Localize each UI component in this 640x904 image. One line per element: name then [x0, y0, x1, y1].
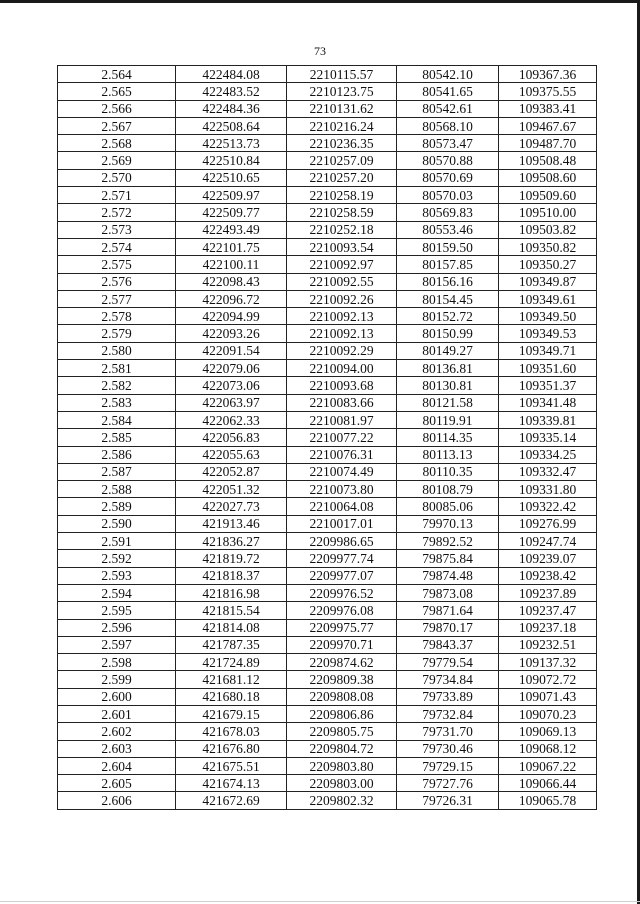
x-coordinate-cell: 421679.15 [176, 705, 287, 722]
local-x-cell: 80570.88 [397, 152, 499, 169]
x-coordinate-cell: 422100.11 [176, 256, 287, 273]
x-coordinate-cell: 422055.63 [176, 446, 287, 463]
y-coordinate-cell: 2210092.29 [287, 342, 397, 359]
point-number-cell: 2.601 [58, 705, 176, 722]
point-number-cell: 2.597 [58, 636, 176, 653]
local-y-cell: 109349.50 [499, 308, 597, 325]
y-coordinate-cell: 2209803.00 [287, 775, 397, 792]
table-row [58, 688, 597, 705]
table-row [58, 723, 597, 740]
local-y-cell: 109349.61 [499, 290, 597, 307]
local-y-cell: 109237.18 [499, 619, 597, 636]
x-coordinate-cell: 421815.54 [176, 602, 287, 619]
local-y-cell: 109375.55 [499, 83, 597, 100]
local-y-cell: 109487.70 [499, 135, 597, 152]
table-row [58, 654, 597, 671]
point-number-cell: 2.582 [58, 377, 176, 394]
local-x-cell: 80154.45 [397, 290, 499, 307]
x-coordinate-cell: 422484.36 [176, 100, 287, 117]
x-coordinate-cell: 422063.97 [176, 394, 287, 411]
table-row [58, 602, 597, 619]
x-coordinate-cell: 421724.89 [176, 654, 287, 671]
table-row [58, 705, 597, 722]
local-y-cell: 109367.36 [499, 66, 597, 83]
table-row [58, 515, 597, 532]
table-row [58, 187, 597, 204]
local-x-cell: 80570.69 [397, 169, 499, 186]
local-x-cell: 80573.47 [397, 135, 499, 152]
y-coordinate-cell: 2210258.59 [287, 204, 397, 221]
y-coordinate-cell: 2210076.31 [287, 446, 397, 463]
local-x-cell: 79732.84 [397, 705, 499, 722]
y-coordinate-cell: 2209809.38 [287, 671, 397, 688]
y-coordinate-cell: 2210123.75 [287, 83, 397, 100]
point-number-cell: 2.596 [58, 619, 176, 636]
coordinates-table [57, 65, 597, 810]
local-y-cell: 109247.74 [499, 533, 597, 550]
point-number-cell: 2.567 [58, 117, 176, 134]
point-number-cell: 2.579 [58, 325, 176, 342]
local-x-cell: 80121.58 [397, 394, 499, 411]
table-row [58, 325, 597, 342]
table-row [58, 757, 597, 774]
local-x-cell: 80108.79 [397, 481, 499, 498]
local-y-cell: 109350.82 [499, 238, 597, 255]
y-coordinate-cell: 2210257.09 [287, 152, 397, 169]
point-number-cell: 2.589 [58, 498, 176, 515]
x-coordinate-cell: 422508.64 [176, 117, 287, 134]
local-x-cell: 79727.76 [397, 775, 499, 792]
table-row [58, 775, 597, 792]
x-coordinate-cell: 422027.73 [176, 498, 287, 515]
local-y-cell: 109335.14 [499, 429, 597, 446]
x-coordinate-cell: 421680.18 [176, 688, 287, 705]
local-x-cell: 79731.70 [397, 723, 499, 740]
y-coordinate-cell: 2210092.55 [287, 273, 397, 290]
table-row [58, 152, 597, 169]
local-y-cell: 109069.13 [499, 723, 597, 740]
table-row [58, 481, 597, 498]
point-number-cell: 2.600 [58, 688, 176, 705]
point-number-cell: 2.588 [58, 481, 176, 498]
point-number-cell: 2.590 [58, 515, 176, 532]
y-coordinate-cell: 2209977.07 [287, 567, 397, 584]
x-coordinate-cell: 422513.73 [176, 135, 287, 152]
point-number-cell: 2.564 [58, 66, 176, 83]
point-number-cell: 2.604 [58, 757, 176, 774]
y-coordinate-cell: 2209977.74 [287, 550, 397, 567]
local-y-cell: 109467.67 [499, 117, 597, 134]
x-coordinate-cell: 421913.46 [176, 515, 287, 532]
x-coordinate-cell: 421814.08 [176, 619, 287, 636]
x-coordinate-cell: 421819.72 [176, 550, 287, 567]
table-row [58, 619, 597, 636]
y-coordinate-cell: 2209976.52 [287, 584, 397, 601]
point-number-cell: 2.591 [58, 533, 176, 550]
local-x-cell: 80085.06 [397, 498, 499, 515]
x-coordinate-cell: 422073.06 [176, 377, 287, 394]
local-y-cell: 109137.32 [499, 654, 597, 671]
local-y-cell: 109071.43 [499, 688, 597, 705]
local-y-cell: 109066.44 [499, 775, 597, 792]
point-number-cell: 2.585 [58, 429, 176, 446]
x-coordinate-cell: 422093.26 [176, 325, 287, 342]
y-coordinate-cell: 2210131.62 [287, 100, 397, 117]
local-x-cell: 79892.52 [397, 533, 499, 550]
x-coordinate-cell: 422056.83 [176, 429, 287, 446]
table-row [58, 584, 597, 601]
local-x-cell: 80541.65 [397, 83, 499, 100]
point-number-cell: 2.572 [58, 204, 176, 221]
local-x-cell: 80157.85 [397, 256, 499, 273]
local-x-cell: 79843.37 [397, 636, 499, 653]
point-number-cell: 2.577 [58, 290, 176, 307]
local-x-cell: 79870.17 [397, 619, 499, 636]
local-x-cell: 79730.46 [397, 740, 499, 757]
point-number-cell: 2.583 [58, 394, 176, 411]
local-y-cell: 109510.00 [499, 204, 597, 221]
x-coordinate-cell: 421681.12 [176, 671, 287, 688]
y-coordinate-cell: 2209802.32 [287, 792, 397, 809]
table-row [58, 671, 597, 688]
y-coordinate-cell: 2210092.13 [287, 325, 397, 342]
point-number-cell: 2.603 [58, 740, 176, 757]
x-coordinate-cell: 422509.77 [176, 204, 287, 221]
local-x-cell: 80553.46 [397, 221, 499, 238]
point-number-cell: 2.574 [58, 238, 176, 255]
table-row [58, 66, 597, 83]
x-coordinate-cell: 421787.35 [176, 636, 287, 653]
y-coordinate-cell: 2210081.97 [287, 411, 397, 428]
local-x-cell: 80136.81 [397, 360, 499, 377]
table-row [58, 83, 597, 100]
table-row [58, 429, 597, 446]
y-coordinate-cell: 2210257.20 [287, 169, 397, 186]
page-number: 73 [314, 44, 326, 58]
table-row [58, 377, 597, 394]
x-coordinate-cell: 422484.08 [176, 66, 287, 83]
local-x-cell: 79871.64 [397, 602, 499, 619]
local-y-cell: 109349.87 [499, 273, 597, 290]
local-x-cell: 80119.91 [397, 411, 499, 428]
local-y-cell: 109237.89 [499, 584, 597, 601]
x-coordinate-cell: 421816.98 [176, 584, 287, 601]
table-row [58, 342, 597, 359]
point-number-cell: 2.578 [58, 308, 176, 325]
x-coordinate-cell: 422091.54 [176, 342, 287, 359]
x-coordinate-cell: 422483.52 [176, 83, 287, 100]
point-number-cell: 2.598 [58, 654, 176, 671]
local-x-cell: 79875.84 [397, 550, 499, 567]
point-number-cell: 2.570 [58, 169, 176, 186]
x-coordinate-cell: 421818.37 [176, 567, 287, 584]
table-row [58, 740, 597, 757]
point-number-cell: 2.581 [58, 360, 176, 377]
x-coordinate-cell: 421674.13 [176, 775, 287, 792]
point-number-cell: 2.594 [58, 584, 176, 601]
y-coordinate-cell: 2209975.77 [287, 619, 397, 636]
local-y-cell: 109332.47 [499, 463, 597, 480]
table-row [58, 290, 597, 307]
table-row [58, 550, 597, 567]
point-number-cell: 2.565 [58, 83, 176, 100]
table-row [58, 394, 597, 411]
y-coordinate-cell: 2209976.08 [287, 602, 397, 619]
point-number-cell: 2.580 [58, 342, 176, 359]
point-number-cell: 2.595 [58, 602, 176, 619]
point-number-cell: 2.566 [58, 100, 176, 117]
local-x-cell: 80149.27 [397, 342, 499, 359]
local-x-cell: 80152.72 [397, 308, 499, 325]
local-y-cell: 109509.60 [499, 187, 597, 204]
x-coordinate-cell: 422509.97 [176, 187, 287, 204]
coordinates-table-body [58, 66, 597, 810]
local-y-cell: 109322.42 [499, 498, 597, 515]
x-coordinate-cell: 421836.27 [176, 533, 287, 550]
y-coordinate-cell: 2210092.26 [287, 290, 397, 307]
local-x-cell: 79873.08 [397, 584, 499, 601]
point-number-cell: 2.571 [58, 187, 176, 204]
y-coordinate-cell: 2210073.80 [287, 481, 397, 498]
local-y-cell: 109349.53 [499, 325, 597, 342]
local-x-cell: 80114.35 [397, 429, 499, 446]
local-x-cell: 80542.10 [397, 66, 499, 83]
local-x-cell: 79970.13 [397, 515, 499, 532]
y-coordinate-cell: 2209986.65 [287, 533, 397, 550]
y-coordinate-cell: 2209804.72 [287, 740, 397, 757]
y-coordinate-cell: 2209970.71 [287, 636, 397, 653]
table-row [58, 533, 597, 550]
y-coordinate-cell: 2210258.19 [287, 187, 397, 204]
y-coordinate-cell: 2210074.49 [287, 463, 397, 480]
x-coordinate-cell: 422052.87 [176, 463, 287, 480]
table-row [58, 360, 597, 377]
y-coordinate-cell: 2210064.08 [287, 498, 397, 515]
y-coordinate-cell: 2209803.80 [287, 757, 397, 774]
table-row [58, 463, 597, 480]
table-row [58, 636, 597, 653]
table-row [58, 256, 597, 273]
x-coordinate-cell: 422094.99 [176, 308, 287, 325]
local-x-cell: 80568.10 [397, 117, 499, 134]
local-y-cell: 109238.42 [499, 567, 597, 584]
x-coordinate-cell: 422098.43 [176, 273, 287, 290]
local-y-cell: 109508.60 [499, 169, 597, 186]
table-row [58, 411, 597, 428]
y-coordinate-cell: 2210115.57 [287, 66, 397, 83]
table-row [58, 204, 597, 221]
local-x-cell: 79726.31 [397, 792, 499, 809]
y-coordinate-cell: 2209808.08 [287, 688, 397, 705]
local-y-cell: 109070.23 [499, 705, 597, 722]
y-coordinate-cell: 2210092.13 [287, 308, 397, 325]
point-number-cell: 2.592 [58, 550, 176, 567]
point-number-cell: 2.602 [58, 723, 176, 740]
local-x-cell: 79874.48 [397, 567, 499, 584]
local-y-cell: 109232.51 [499, 636, 597, 653]
x-coordinate-cell: 422079.06 [176, 360, 287, 377]
local-y-cell: 109072.72 [499, 671, 597, 688]
y-coordinate-cell: 2210093.68 [287, 377, 397, 394]
point-number-cell: 2.576 [58, 273, 176, 290]
point-number-cell: 2.605 [58, 775, 176, 792]
point-number-cell: 2.593 [58, 567, 176, 584]
local-y-cell: 109349.71 [499, 342, 597, 359]
table-row [58, 100, 597, 117]
table-row [58, 567, 597, 584]
y-coordinate-cell: 2210017.01 [287, 515, 397, 532]
point-number-cell: 2.568 [58, 135, 176, 152]
scan-bottom-edge [0, 901, 640, 902]
x-coordinate-cell: 421672.69 [176, 792, 287, 809]
point-number-cell: 2.586 [58, 446, 176, 463]
x-coordinate-cell: 422096.72 [176, 290, 287, 307]
local-x-cell: 80150.99 [397, 325, 499, 342]
y-coordinate-cell: 2210216.24 [287, 117, 397, 134]
y-coordinate-cell: 2210236.35 [287, 135, 397, 152]
point-number-cell: 2.569 [58, 152, 176, 169]
point-number-cell: 2.575 [58, 256, 176, 273]
x-coordinate-cell: 422510.65 [176, 169, 287, 186]
table-row [58, 308, 597, 325]
local-y-cell: 109065.78 [499, 792, 597, 809]
local-y-cell: 109508.48 [499, 152, 597, 169]
local-y-cell: 109383.41 [499, 100, 597, 117]
local-y-cell: 109351.37 [499, 377, 597, 394]
local-y-cell: 109068.12 [499, 740, 597, 757]
x-coordinate-cell: 421678.03 [176, 723, 287, 740]
local-y-cell: 109331.80 [499, 481, 597, 498]
y-coordinate-cell: 2210094.00 [287, 360, 397, 377]
local-y-cell: 109239.07 [499, 550, 597, 567]
local-x-cell: 80542.61 [397, 100, 499, 117]
local-x-cell: 80570.03 [397, 187, 499, 204]
local-x-cell: 80110.35 [397, 463, 499, 480]
point-number-cell: 2.584 [58, 411, 176, 428]
local-y-cell: 109339.81 [499, 411, 597, 428]
x-coordinate-cell: 422493.49 [176, 221, 287, 238]
y-coordinate-cell: 2210083.66 [287, 394, 397, 411]
local-y-cell: 109334.25 [499, 446, 597, 463]
local-x-cell: 80113.13 [397, 446, 499, 463]
table-row [58, 446, 597, 463]
table-row [58, 221, 597, 238]
table-row [58, 238, 597, 255]
table-row [58, 498, 597, 515]
y-coordinate-cell: 2210092.97 [287, 256, 397, 273]
scan-top-edge [0, 0, 640, 3]
point-number-cell: 2.587 [58, 463, 176, 480]
y-coordinate-cell: 2210077.22 [287, 429, 397, 446]
local-y-cell: 109351.60 [499, 360, 597, 377]
local-x-cell: 80156.16 [397, 273, 499, 290]
local-x-cell: 80130.81 [397, 377, 499, 394]
table-row [58, 273, 597, 290]
x-coordinate-cell: 422510.84 [176, 152, 287, 169]
y-coordinate-cell: 2210252.18 [287, 221, 397, 238]
local-x-cell: 79779.54 [397, 654, 499, 671]
local-y-cell: 109503.82 [499, 221, 597, 238]
local-x-cell: 79734.84 [397, 671, 499, 688]
y-coordinate-cell: 2209874.62 [287, 654, 397, 671]
table-row [58, 135, 597, 152]
y-coordinate-cell: 2210093.54 [287, 238, 397, 255]
point-number-cell: 2.599 [58, 671, 176, 688]
x-coordinate-cell: 422101.75 [176, 238, 287, 255]
x-coordinate-cell: 422051.32 [176, 481, 287, 498]
x-coordinate-cell: 421675.51 [176, 757, 287, 774]
table-row [58, 169, 597, 186]
local-y-cell: 109237.47 [499, 602, 597, 619]
table-row [58, 117, 597, 134]
table-row [58, 792, 597, 809]
local-x-cell: 80569.83 [397, 204, 499, 221]
local-x-cell: 79729.15 [397, 757, 499, 774]
local-x-cell: 80159.50 [397, 238, 499, 255]
x-coordinate-cell: 421676.80 [176, 740, 287, 757]
local-y-cell: 109276.99 [499, 515, 597, 532]
point-number-cell: 2.573 [58, 221, 176, 238]
local-y-cell: 109341.48 [499, 394, 597, 411]
x-coordinate-cell: 422062.33 [176, 411, 287, 428]
y-coordinate-cell: 2209805.75 [287, 723, 397, 740]
y-coordinate-cell: 2209806.86 [287, 705, 397, 722]
local-y-cell: 109350.27 [499, 256, 597, 273]
local-y-cell: 109067.22 [499, 757, 597, 774]
local-x-cell: 79733.89 [397, 688, 499, 705]
point-number-cell: 2.606 [58, 792, 176, 809]
